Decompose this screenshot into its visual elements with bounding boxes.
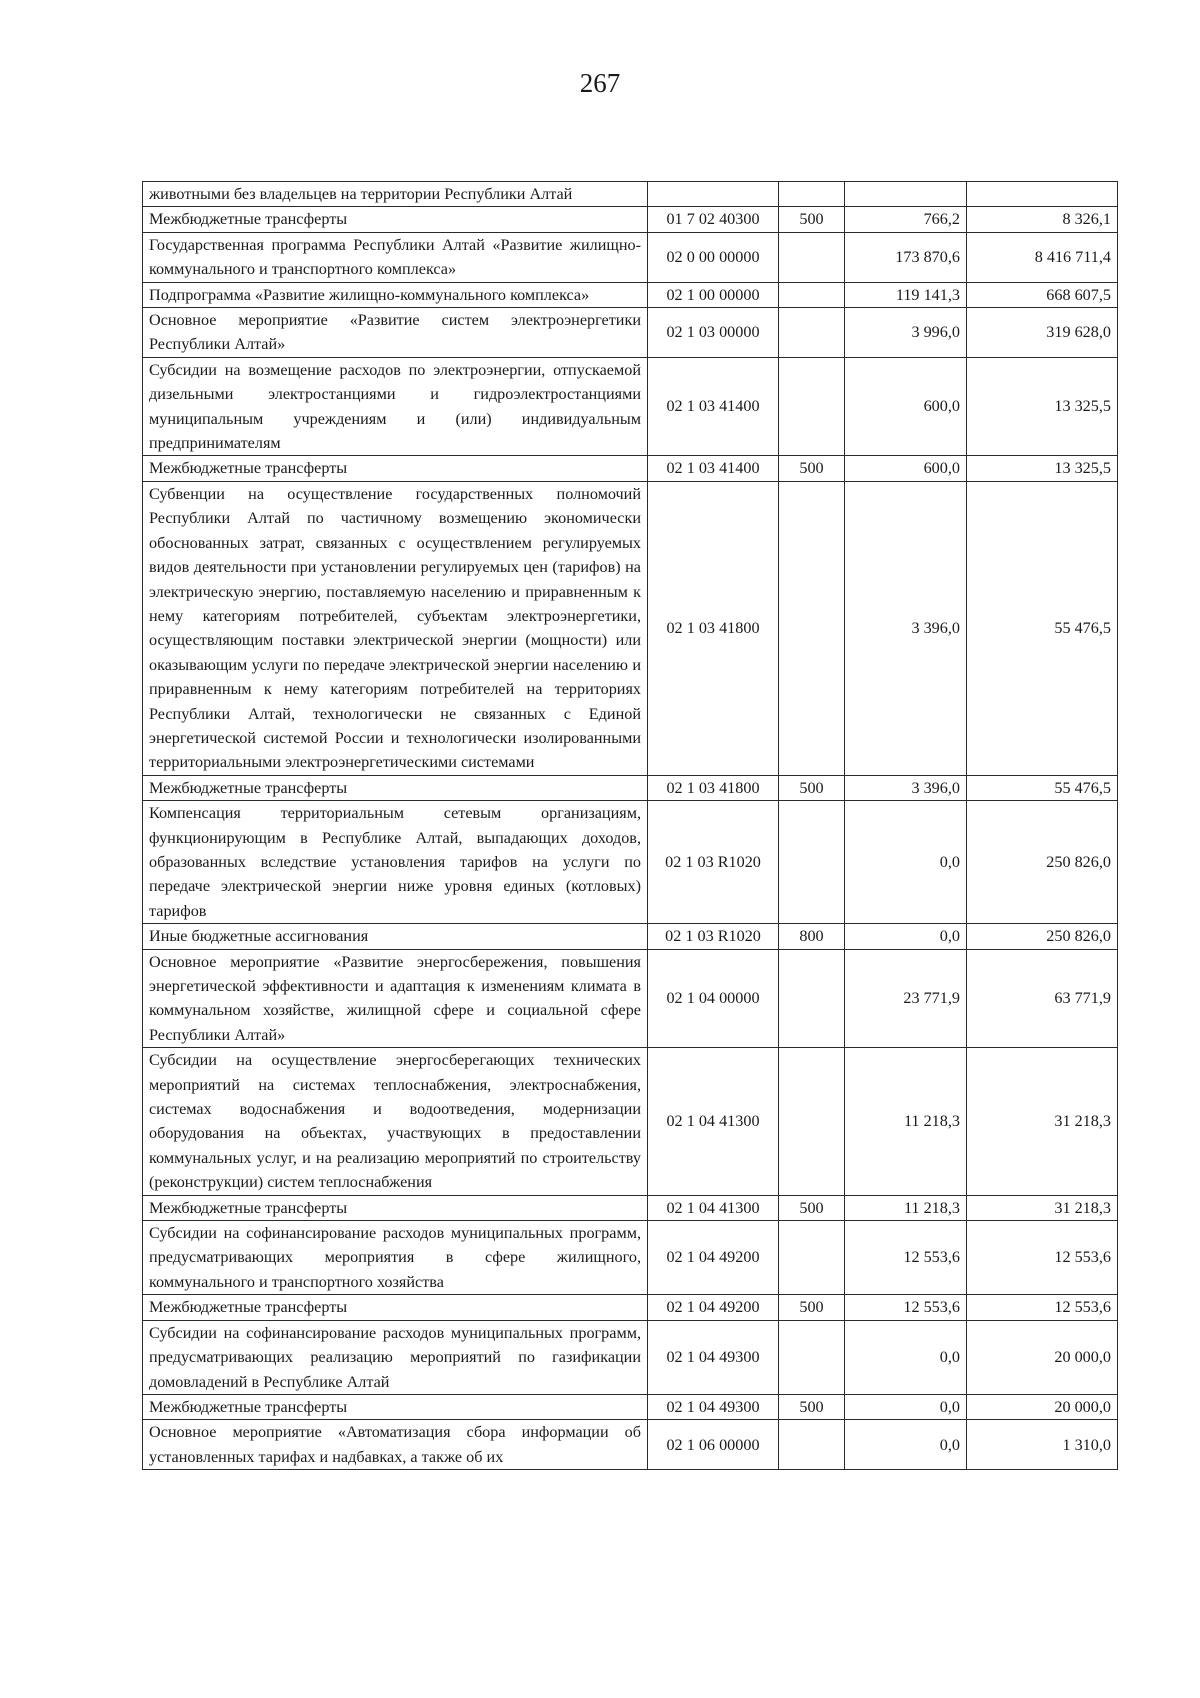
row-name-cell: Государственная программа Республики Алтай «Развитие жилищно-коммунального и транспортного комплекса» [143, 232, 648, 282]
row-amount-2-cell: 13 325,5 [967, 456, 1118, 481]
row-amount-1-cell: 3 996,0 [845, 308, 967, 358]
row-name-cell: Субсидии на возмещение расходов по электроэнергии, отпускаемой дизельными электростанциями и гидроэлектростанциями муниципальным учреждениям и (или) индивидуальным предпринимателям [143, 357, 648, 456]
row-amount-1-cell: 0,0 [845, 1320, 967, 1394]
row-amount-1-cell: 600,0 [845, 357, 967, 456]
row-expense-type-cell: 500 [779, 1394, 845, 1419]
row-expense-type-cell: 500 [779, 1195, 845, 1220]
table-row [143, 801, 1118, 924]
row-amount-2-cell: 63 771,9 [967, 949, 1118, 1048]
table-row [143, 1394, 1118, 1419]
row-name-cell: Подпрограмма «Развитие жилищно-коммунального комплекса» [143, 282, 648, 307]
row-amount-2-cell: 8 326,1 [967, 207, 1118, 232]
row-amount-1-cell: 0,0 [845, 801, 967, 924]
row-expense-type-cell: 500 [779, 1295, 845, 1320]
table-row [143, 282, 1118, 307]
row-amount-1-cell [845, 182, 967, 207]
row-amount-2-cell: 20 000,0 [967, 1320, 1118, 1394]
row-code-cell: 02 1 03 R1020 [648, 924, 779, 949]
row-amount-2-cell: 319 628,0 [967, 308, 1118, 358]
table-row [143, 1420, 1118, 1470]
row-code-cell: 02 1 03 41400 [648, 357, 779, 456]
row-name-cell: Субсидии на осуществление энергосберегающих технических мероприятий на системах теплоснабжения, электроснабжения, системах водоснабжения и водоотведения, модернизации оборудования на объектах, участвующих в предоставлении коммунальных услуг, и на реализацию мероприятий по строительству (реконструкции) систем теплоснабжения [143, 1048, 648, 1195]
row-amount-1-cell: 3 396,0 [845, 775, 967, 800]
row-code-cell: 02 1 04 49300 [648, 1320, 779, 1394]
table-row [143, 775, 1118, 800]
row-amount-2-cell: 1 310,0 [967, 1420, 1118, 1470]
row-expense-type-cell: 500 [779, 456, 845, 481]
row-code-cell: 02 1 03 00000 [648, 308, 779, 358]
row-expense-type-cell: 500 [779, 775, 845, 800]
table-row [143, 456, 1118, 481]
table-row [143, 232, 1118, 282]
row-code-cell: 02 1 03 R1020 [648, 801, 779, 924]
table-row [143, 1320, 1118, 1394]
row-amount-2-cell: 8 416 711,4 [967, 232, 1118, 282]
row-amount-1-cell: 11 218,3 [845, 1195, 967, 1220]
row-name-cell: Межбюджетные трансферты [143, 775, 648, 800]
row-expense-type-cell [779, 1048, 845, 1195]
row-code-cell: 02 1 04 41300 [648, 1195, 779, 1220]
row-expense-type-cell: 500 [779, 207, 845, 232]
row-amount-1-cell: 766,2 [845, 207, 967, 232]
row-code-cell: 02 1 03 41400 [648, 456, 779, 481]
row-name-cell: Межбюджетные трансферты [143, 456, 648, 481]
row-code-cell: 02 1 00 00000 [648, 282, 779, 307]
row-amount-1-cell: 173 870,6 [845, 232, 967, 282]
row-name-cell: животными без владельцев на территории Республики Алтай [143, 182, 648, 207]
budget-table [142, 181, 1118, 1470]
row-name-cell: Межбюджетные трансферты [143, 207, 648, 232]
row-expense-type-cell [779, 1420, 845, 1470]
row-expense-type-cell [779, 1320, 845, 1394]
row-amount-2-cell: 20 000,0 [967, 1394, 1118, 1419]
row-code-cell: 02 1 04 49200 [648, 1295, 779, 1320]
row-amount-2-cell: 250 826,0 [967, 801, 1118, 924]
table-row [143, 1221, 1118, 1295]
row-amount-2-cell: 31 218,3 [967, 1195, 1118, 1220]
row-amount-1-cell: 11 218,3 [845, 1048, 967, 1195]
row-amount-1-cell: 12 553,6 [845, 1221, 967, 1295]
row-amount-1-cell: 0,0 [845, 1394, 967, 1419]
row-amount-1-cell: 0,0 [845, 1420, 967, 1470]
row-expense-type-cell [779, 949, 845, 1048]
row-code-cell: 02 1 04 49200 [648, 1221, 779, 1295]
table-row [143, 924, 1118, 949]
row-name-cell: Основное мероприятие «Развитие систем электроэнергетики Республики Алтай» [143, 308, 648, 358]
row-name-cell: Компенсация территориальным сетевым организациям, функционирующим в Республике Алтай, выпадающих доходов, образованных вследствие установления тарифов на услуги по передаче электрической энергии ниже уровня единых (котловых) тарифов [143, 801, 648, 924]
row-expense-type-cell [779, 232, 845, 282]
row-expense-type-cell [779, 481, 845, 775]
row-amount-2-cell: 31 218,3 [967, 1048, 1118, 1195]
row-expense-type-cell [779, 282, 845, 307]
row-name-cell: Субсидии на софинансирование расходов муниципальных программ, предусматривающих мероприятия в сфере жилищного, коммунального и транспортного хозяйства [143, 1221, 648, 1295]
row-amount-2-cell: 55 476,5 [967, 775, 1118, 800]
table-row [143, 1048, 1118, 1195]
row-name-cell: Межбюджетные трансферты [143, 1295, 648, 1320]
row-amount-2-cell: 250 826,0 [967, 924, 1118, 949]
row-code-cell: 02 1 03 41800 [648, 775, 779, 800]
row-amount-2-cell: 55 476,5 [967, 481, 1118, 775]
table-row [143, 1295, 1118, 1320]
row-expense-type-cell [779, 1221, 845, 1295]
row-amount-1-cell: 119 141,3 [845, 282, 967, 307]
row-name-cell: Межбюджетные трансферты [143, 1195, 648, 1220]
row-name-cell: Основное мероприятие «Развитие энергосбережения, повышения энергетической эффективности и адаптация к изменениям климата в коммунальном хозяйстве, жилищной сфере и социальной сфере Республики Алтай» [143, 949, 648, 1048]
row-expense-type-cell: 800 [779, 924, 845, 949]
table-row [143, 949, 1118, 1048]
table-row [143, 182, 1118, 207]
row-amount-1-cell: 23 771,9 [845, 949, 967, 1048]
table-row [143, 357, 1118, 456]
row-code-cell: 02 1 04 00000 [648, 949, 779, 1048]
row-expense-type-cell [779, 182, 845, 207]
row-code-cell: 02 1 03 41800 [648, 481, 779, 775]
row-name-cell: Субсидии на софинансирование расходов муниципальных программ, предусматривающих реализацию мероприятий по газификации домовладений в Республике Алтай [143, 1320, 648, 1394]
row-amount-1-cell: 0,0 [845, 924, 967, 949]
row-name-cell: Субвенции на осуществление государственных полномочий Республики Алтай по частичному возмещению экономически обоснованных затрат, связанных с осуществлением регулируемых видов деятельности при установлении регулируемых цен (тарифов) на электрическую энергию, поставляемую населению и приравненным к нему категориям потребителей, субъектам электроэнергетики, осуществляющим поставки электрической энергии (мощности) или оказывающим услуги по передаче электрической энергии населению и приравненным к нему категориям потребителей на территориях Республики Алтай, технологически не связанных с Единой энергетической системой России и технологически изолированными территориальными электроэнергетическими системами [143, 481, 648, 775]
row-name-cell: Межбюджетные трансферты [143, 1394, 648, 1419]
row-amount-2-cell: 13 325,5 [967, 357, 1118, 456]
budget-table-body [143, 182, 1118, 1470]
row-amount-2-cell [967, 182, 1118, 207]
row-code-cell: 02 0 00 00000 [648, 232, 779, 282]
row-code-cell: 02 1 04 41300 [648, 1048, 779, 1195]
row-expense-type-cell [779, 357, 845, 456]
row-expense-type-cell [779, 801, 845, 924]
table-row [143, 1195, 1118, 1220]
row-amount-1-cell: 12 553,6 [845, 1295, 967, 1320]
row-expense-type-cell [779, 308, 845, 358]
row-amount-1-cell: 600,0 [845, 456, 967, 481]
table-row [143, 481, 1118, 775]
row-name-cell: Иные бюджетные ассигнования [143, 924, 648, 949]
row-code-cell: 02 1 04 49300 [648, 1394, 779, 1419]
row-amount-2-cell: 12 553,6 [967, 1295, 1118, 1320]
table-row [143, 308, 1118, 358]
page-number: 267 [579, 68, 621, 98]
row-code-cell: 02 1 06 00000 [648, 1420, 779, 1470]
row-amount-2-cell: 668 607,5 [967, 282, 1118, 307]
row-name-cell: Основное мероприятие «Автоматизация сбора информации об установленных тарифах и надбавках, а также об их [143, 1420, 648, 1470]
row-code-cell [648, 182, 779, 207]
row-code-cell: 01 7 02 40300 [648, 207, 779, 232]
table-row [143, 207, 1118, 232]
row-amount-1-cell: 3 396,0 [845, 481, 967, 775]
row-amount-2-cell: 12 553,6 [967, 1221, 1118, 1295]
